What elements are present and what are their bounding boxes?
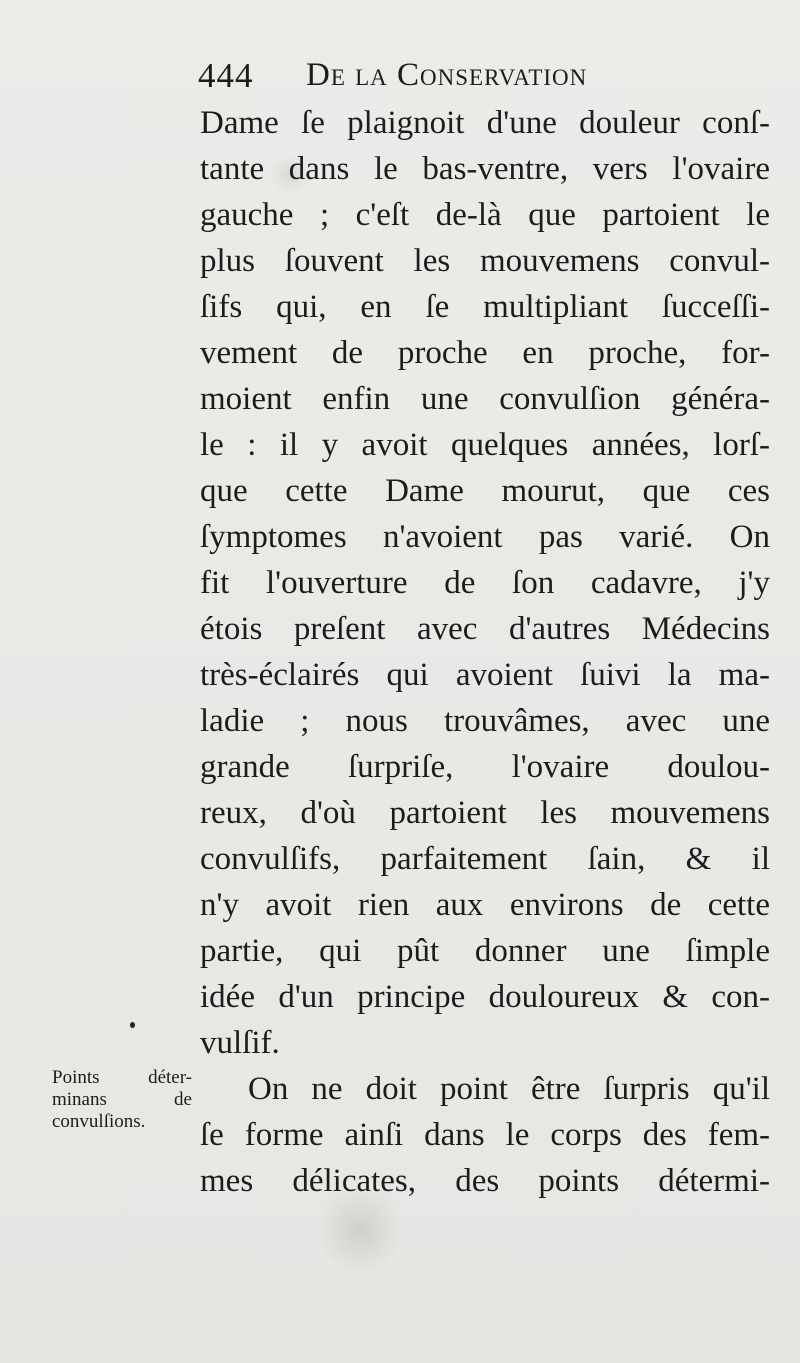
text-line: moient enfin une convulſion généra- [200,381,770,417]
text-line: gauche ; c'eſt de-là que partoient le [200,197,770,233]
text-line: très-éclairés qui avoient ſuivi la ma- [200,657,770,693]
ink-speck [130,1022,135,1028]
text-line: ſymptomes n'avoient pas varié. On [200,519,770,555]
text-line: ſe forme ainſi dans le corps des fem- [200,1117,770,1153]
text-line: étois preſent avec d'autres Médecins [200,611,770,647]
text-line: partie, qui pût donner une ſimple [200,933,770,969]
page-number: 444 [198,56,254,95]
text-line: Dame ſe plaignoit d'une douleur conſ- [200,105,770,141]
page-header [198,56,758,100]
text-line: vement de proche en proche, for- [200,335,770,371]
text-line: ſifs qui, en ſe multipliant ſucceſſi- [200,289,770,325]
text-line: que cette Dame mourut, que ces [200,473,770,509]
marginal-note-line: Points déter- [52,1067,192,1088]
text-line: idée d'un principe douloureux & con- [200,979,770,1015]
text-line: convulſifs, parfaitement ſain, & il [200,841,770,877]
text-line: grande ſurpriſe, l'ovaire doulou- [200,749,770,785]
body-text [200,100,770,1204]
text-line: fit l'ouverture de ſon cadavre, j'y [200,565,770,601]
text-line: mes délicates, des points détermi- [200,1163,770,1199]
paragraph-end-line: vulſif. [200,1025,280,1061]
text-line: plus ſouvent les mouvemens convul- [200,243,770,279]
text-line: n'y avoit rien aux environs de cette [200,887,770,923]
marginal-note [52,1067,192,1133]
text-line: le : il y avoit quelques années, lorſ- [200,427,770,463]
marginal-note-line: minans de [52,1089,192,1110]
text-line: tante dans le bas-ventre, vers l'ovaire [200,151,770,187]
text-line: ladie ; nous trouvâmes, avec une [200,703,770,739]
paragraph-start-line: On ne doit point être ſurpris qu'il [248,1071,770,1107]
text-line: reux, d'où partoient les mouvemens [200,795,770,831]
running-head: De la Conservation [306,57,588,93]
marginal-note-line: convulſions. [52,1111,146,1132]
